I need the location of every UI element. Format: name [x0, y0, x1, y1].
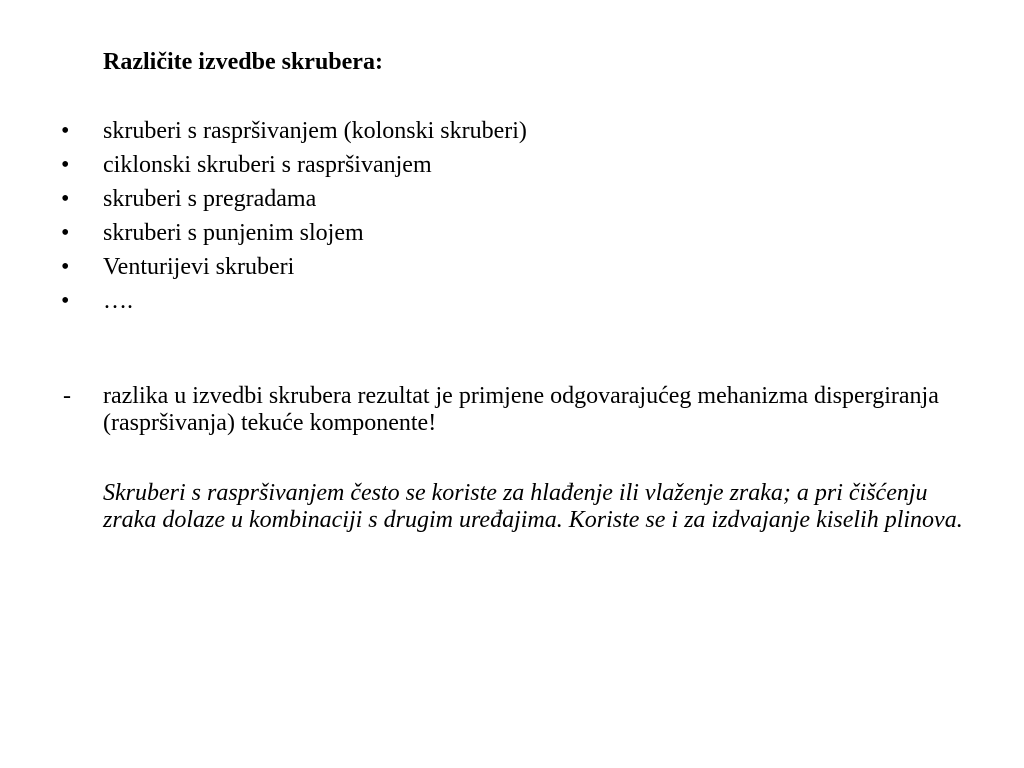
- bullet-icon: •: [61, 118, 70, 144]
- bullet-icon: •: [61, 220, 70, 246]
- dash-paragraph-text: razlika u izvedbi skrubera rezultat je primjene odgovarajućeg mehanizma dispergiranja (raspršivanja) tekuće komponente!: [103, 383, 939, 436]
- dash-icon: -: [63, 383, 71, 409]
- bullet-text: Venturijevi skruberi: [103, 254, 295, 280]
- bullet-icon: •: [61, 288, 70, 314]
- bullet-text: ….: [103, 288, 133, 314]
- bullet-icon: •: [61, 186, 70, 212]
- bullet-icon: •: [61, 254, 70, 280]
- slide-title: Različite izvedbe skrubera:: [103, 49, 383, 75]
- bullet-icon: •: [61, 152, 70, 178]
- bullet-text: skruberi s raspršivanjem (kolonski skruberi): [103, 118, 527, 144]
- italic-paragraph: Skruberi s raspršivanjem često se koriste za hlađenje ili vlaženje zraka; a pri čišćenju zraka dolaze u kombinaciji s drugim uređajima. Koriste se i za izdvajanje kiselih plinova.: [103, 480, 963, 533]
- bullet-text: ciklonski skruberi s raspršivanjem: [103, 152, 432, 178]
- bullet-text: skruberi s punjenim slojem: [103, 220, 364, 246]
- bullet-text: skruberi s pregradama: [103, 186, 317, 212]
